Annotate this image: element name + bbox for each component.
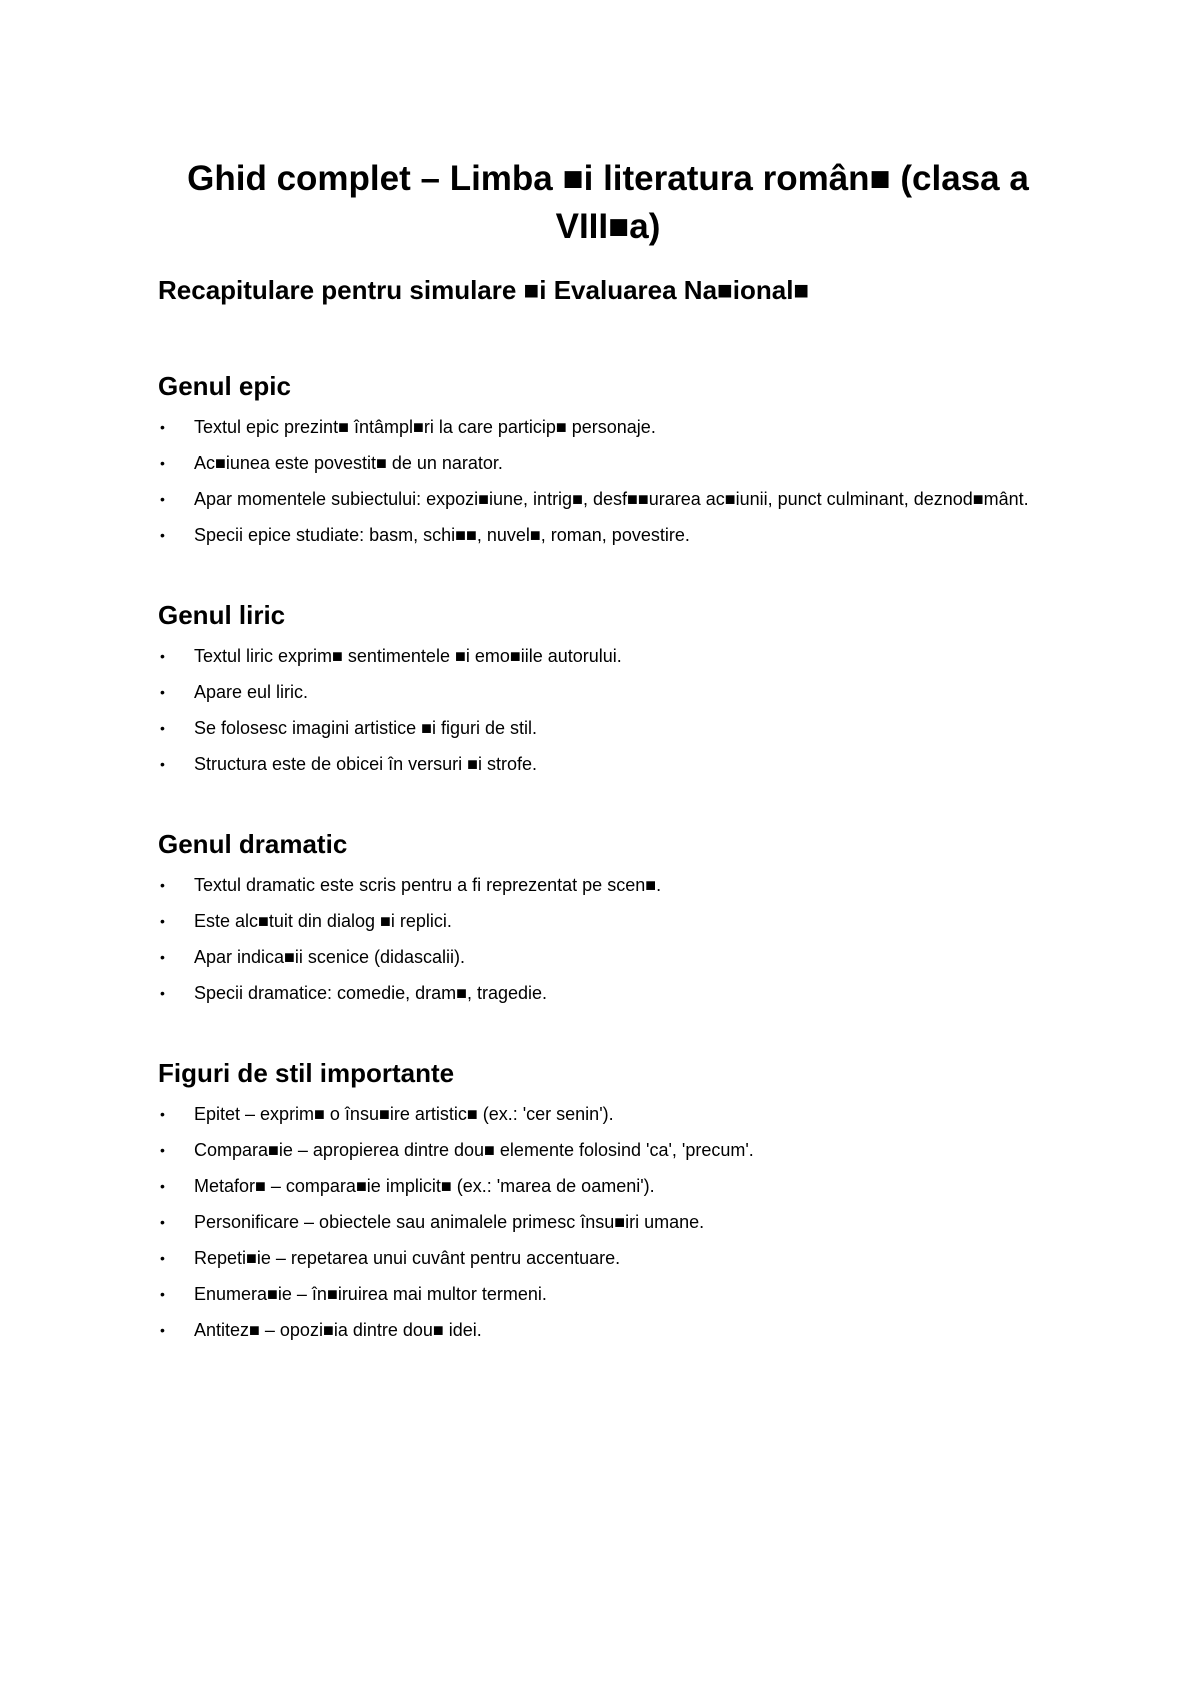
bullet-icon: • bbox=[160, 756, 165, 772]
list-item bbox=[158, 416, 1058, 438]
list-item-text: Apar momentele subiectului: expozi■iune, intrig■, desf■■urarea ac■iunii, punct culminant, deznod■mânt. bbox=[194, 489, 1029, 509]
list-item-text: Compara■ie – apropierea dintre dou■ elemente folosind 'ca', 'precum'. bbox=[194, 1140, 754, 1160]
section-genul-liric bbox=[158, 598, 1058, 775]
list-item bbox=[158, 1139, 1058, 1161]
bullet-icon: • bbox=[160, 985, 165, 1001]
list-item-text: Specii dramatice: comedie, dram■, tragedie. bbox=[194, 983, 548, 1003]
list-item-text: Structura este de obicei în versuri ■i strofe. bbox=[194, 754, 538, 774]
bullet-icon: • bbox=[160, 648, 165, 664]
list-item-text: Repeti■ie – repetarea unui cuvânt pentru accentuare. bbox=[194, 1248, 621, 1268]
list-item bbox=[158, 1103, 1058, 1125]
bullet-icon: • bbox=[160, 877, 165, 893]
list-item bbox=[158, 1247, 1058, 1269]
list-item bbox=[158, 681, 1058, 703]
bullet-list bbox=[158, 416, 1058, 546]
list-item bbox=[158, 645, 1058, 667]
list-item-text: Metafor■ – compara■ie implicit■ (ex.: 'marea de oameni'). bbox=[194, 1176, 655, 1196]
bullet-icon: • bbox=[160, 1142, 165, 1158]
bullet-list bbox=[158, 645, 1058, 775]
section-heading: Genul dramatic bbox=[158, 829, 348, 859]
list-item-text: Apar indica■ii scenice (didascalii). bbox=[194, 947, 465, 967]
list-item-text: Este alc■tuit din dialog ■i replici. bbox=[194, 911, 452, 931]
bullet-icon: • bbox=[160, 949, 165, 965]
list-item bbox=[158, 753, 1058, 775]
list-item bbox=[158, 910, 1058, 932]
list-item bbox=[158, 946, 1058, 968]
section-figuri-de-stil bbox=[158, 1056, 1058, 1341]
list-item bbox=[158, 874, 1058, 896]
list-item-text: Ac■iunea este povestit■ de un narator. bbox=[194, 453, 503, 473]
document-subtitle: Recapitulare pentru simulare ■i Evaluarea Na■ional■ bbox=[158, 275, 810, 305]
bullet-icon: • bbox=[160, 1214, 165, 1230]
section-genul-dramatic bbox=[158, 827, 1058, 1004]
list-item-text: Textul liric exprim■ sentimentele ■i emo■iile autorului. bbox=[194, 646, 622, 666]
list-item bbox=[158, 524, 1058, 546]
bullet-icon: • bbox=[160, 419, 165, 435]
bullet-icon: • bbox=[160, 455, 165, 471]
bullet-icon: • bbox=[160, 1322, 165, 1338]
bullet-icon: • bbox=[160, 684, 165, 700]
list-item bbox=[158, 1175, 1058, 1197]
list-item-text: Enumera■ie – în■iruirea mai multor termeni. bbox=[194, 1284, 547, 1304]
list-item-text: Antitez■ – opozi■ia dintre dou■ idei. bbox=[194, 1320, 482, 1340]
list-item-text: Personificare – obiectele sau animalele primesc însu■iri umane. bbox=[194, 1212, 705, 1232]
bullet-icon: • bbox=[160, 1178, 165, 1194]
bullet-icon: • bbox=[160, 491, 165, 507]
bullet-icon: • bbox=[160, 913, 165, 929]
bullet-list bbox=[158, 1103, 1058, 1341]
bullet-icon: • bbox=[160, 1286, 165, 1302]
bullet-icon: • bbox=[160, 527, 165, 543]
list-item bbox=[158, 982, 1058, 1004]
list-item-text: Textul dramatic este scris pentru a fi reprezentat pe scen■. bbox=[194, 875, 662, 895]
list-item-text: Textul epic prezint■ întâmpl■ri la care particip■ personaje. bbox=[194, 417, 656, 437]
bullet-icon: • bbox=[160, 1250, 165, 1266]
list-item-text: Se folosesc imagini artistice ■i figuri de stil. bbox=[194, 718, 538, 738]
list-item-text: Epitet – exprim■ o însu■ire artistic■ (ex.: 'cer senin'). bbox=[194, 1104, 614, 1124]
list-item bbox=[158, 717, 1058, 739]
bullet-list bbox=[158, 874, 1058, 1004]
bullet-icon: • bbox=[160, 1106, 165, 1122]
section-heading: Genul epic bbox=[158, 371, 291, 401]
list-item bbox=[158, 452, 1058, 474]
list-item bbox=[158, 1211, 1058, 1233]
list-item-text: Apare eul liric. bbox=[194, 682, 309, 702]
list-item bbox=[158, 488, 1058, 510]
document-title: Ghid complet – Limba ■i literatura român■ (clasa a VIII■a) bbox=[187, 159, 1029, 246]
section-heading: Genul liric bbox=[158, 600, 286, 630]
list-item-text: Specii epice studiate: basm, schi■■, nuvel■, roman, povestire. bbox=[194, 525, 690, 545]
section-genul-epic bbox=[158, 369, 1058, 546]
list-item bbox=[158, 1283, 1058, 1305]
bullet-icon: • bbox=[160, 720, 165, 736]
document-page bbox=[158, 155, 1058, 1355]
list-item bbox=[158, 1319, 1058, 1341]
section-heading: Figuri de stil importante bbox=[158, 1058, 455, 1088]
